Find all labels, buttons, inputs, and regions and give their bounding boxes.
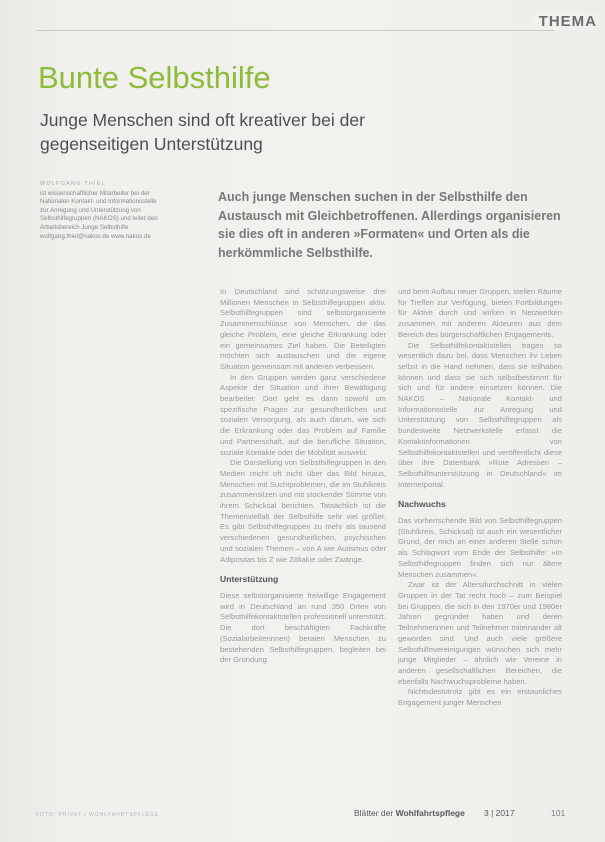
header-rule [36, 30, 554, 31]
photo-credit: FOTO: PRIVAT / WOHLFAHRTSPFLEGE [36, 812, 160, 818]
author-bio: ist wissenschaftlicher Mitarbeiter bei der Nationalen Kontakt- und Informationsstelle zur Anregung und Unterstützung von Selbsthilfegruppen (NAKOS) und leitet den Arbeitsbereich Junge Selbsthilfe wolfgang.thiel@nakos.de www.nakos.de [40, 189, 158, 240]
author-name: WOLFGANG THIEL [40, 181, 106, 187]
author-box [40, 180, 162, 241]
paragraph: Die Selbsthilfekontaktstellen tragen so wesentlich dazu bei, dass Menschen ihr Leben selbst in die Hand nehmen, dass sie teilhaben können und dass sie sich selbstbestimmt für sich und für andere einsetzen können. Die NAKOS – Nationale Kontakt- und Informationsstelle zur Anregung und Unterstützung von Selbsthilfegruppen als bundesweite Netzwerkstelle erfasst die Kontaktinformationen von Selbsthilfekontaktstellen und veröffentlicht diese über ihre Datenbank »Rote Adressen – Selbsthilfeunterstützung in Deutschland« im Internetportal. [398, 340, 562, 489]
body-column-right [398, 287, 562, 709]
publication-title: Wohlfahrtspflege [395, 808, 465, 818]
article-subtitle: Junge Menschen sind oft kreativer bei der gegenseitigen Unterstützung [40, 110, 365, 154]
article-title: Bunte Selbsthilfe [38, 60, 271, 95]
publication-prefix: Blätter der [354, 808, 394, 818]
paragraph: Nichtsdestotrotz gibt es ein erstaunliches Engagement junger Menschen [398, 687, 562, 708]
page-number: 101 [551, 808, 566, 818]
paragraph: und beim Aufbau neuer Gruppen, stellen Räume für Treffen zur Verfügung, bieten Fortbildungen für Aktive durch und wirken in Netzwerken zusammen mit anderen Akteuren aus dem Bereich des bürgerschaftlichen Engagements. [398, 287, 562, 339]
publication-name [354, 808, 465, 818]
paragraph: Diese selbstorganisierte freiwillige Engagement wird in Deutschland an rund 350 Orten von Selbsthilfekontaktstellen professionell unterstützt. Die dort beschäftigten Fachkräfte (Sozialarbeiterinnen) beraten Menschen zu bestehenden Selbsthilfegruppen, begleiten bei der Gründung [220, 590, 386, 665]
paragraph: Die Darstellung von Selbsthilfegruppen in den Medien reicht oft nicht über das Bild hinaus, Menschen mit Suchtproblemen, die im Stuhlkreis zusammensitzen und mit stockender Stimme von ihrem Schicksal berichten. Tatsächlich ist die Themenvielfalt der Selbsthilfe sehr viel größer. Es gibt Selbsthilfegruppen zu mehr als tausend verschiedenen gesundheitlichen, psychischen und sozialen Themen – von A wie Autismus oder Adipositas bis Z wie Zöliakie oder Zwänge. [220, 458, 386, 564]
section-heading-unterstuetzung: Unterstützung [220, 574, 279, 585]
paragraph: Das vorherrschende Bild von Selbsthilfegruppen (Stuhlkreis, Schicksal) ist auch ein wesentlicher Grund, der mich an einer anderen Stelle schon als Schlagwort vom Ende der Selbsthilfe: »In Selbsthilfegruppen finden sich nur ältere Menschen zusammen«. [398, 516, 562, 579]
body-column-left [220, 287, 386, 666]
section-label: THEMA [533, 13, 597, 30]
issue-number: 3 | 2017 [484, 808, 515, 818]
article-lead: Auch junge Menschen suchen in der Selbsthilfe den Austausch mit Gleichbetroffenen. Allerdings organisieren sie dies oft in anderen »Formaten« und Orten als die herkömmliche Selbsthilfe. [218, 190, 561, 260]
section-heading-nachwuchs: Nachwuchs [398, 499, 446, 510]
page-footer [36, 806, 566, 826]
paragraph: Zwar ist der Altersdurchschnitt in vielen Gruppen in der Tat recht hoch – zum Beispiel bei Gruppen, die sich in den 1970er und 1980er Jahren gegründet haben und deren Teilnehmerinnen und Teilnehmer miteinander alt geworden sind. Und auch viele größere Selbsthilfevereinigungen wünschen sich mehr junge Mitglieder – ähnlich wie Vereine in anderen gesellschaftlichen Bereichen, die ebenfalls Nachwuchsprobleme haben. [398, 580, 562, 686]
paragraph: In den Gruppen werden ganz verschiedene Aspekte der Situation und ihrer Bewältigung bearbeitet: Dort geht es dann sowohl um spezifische Fragen zur gesundheitlichen und sozialen Versorgung, als auch darum, wie sich die Erkrankung oder das Problem auf Familie und Partnerschaft, auf die berufliche Situation, soziale Kontakte oder die Mobilität auswirkt. [220, 372, 386, 457]
paragraph: In Deutschland sind schätzungsweise drei Millionen Menschen in Selbsthilfegruppen aktiv. Selbsthilfegruppen sind selbstorganisierte Zusammenschlüsse von Menschen, die das gleiche Problem, eine gleiche Erkrankung oder ein gemeinsames Ziel haben. Die Beteiligten möchten sich austauschen und die eigene Situation gemeinsam mit anderen verbessern. [220, 287, 386, 371]
